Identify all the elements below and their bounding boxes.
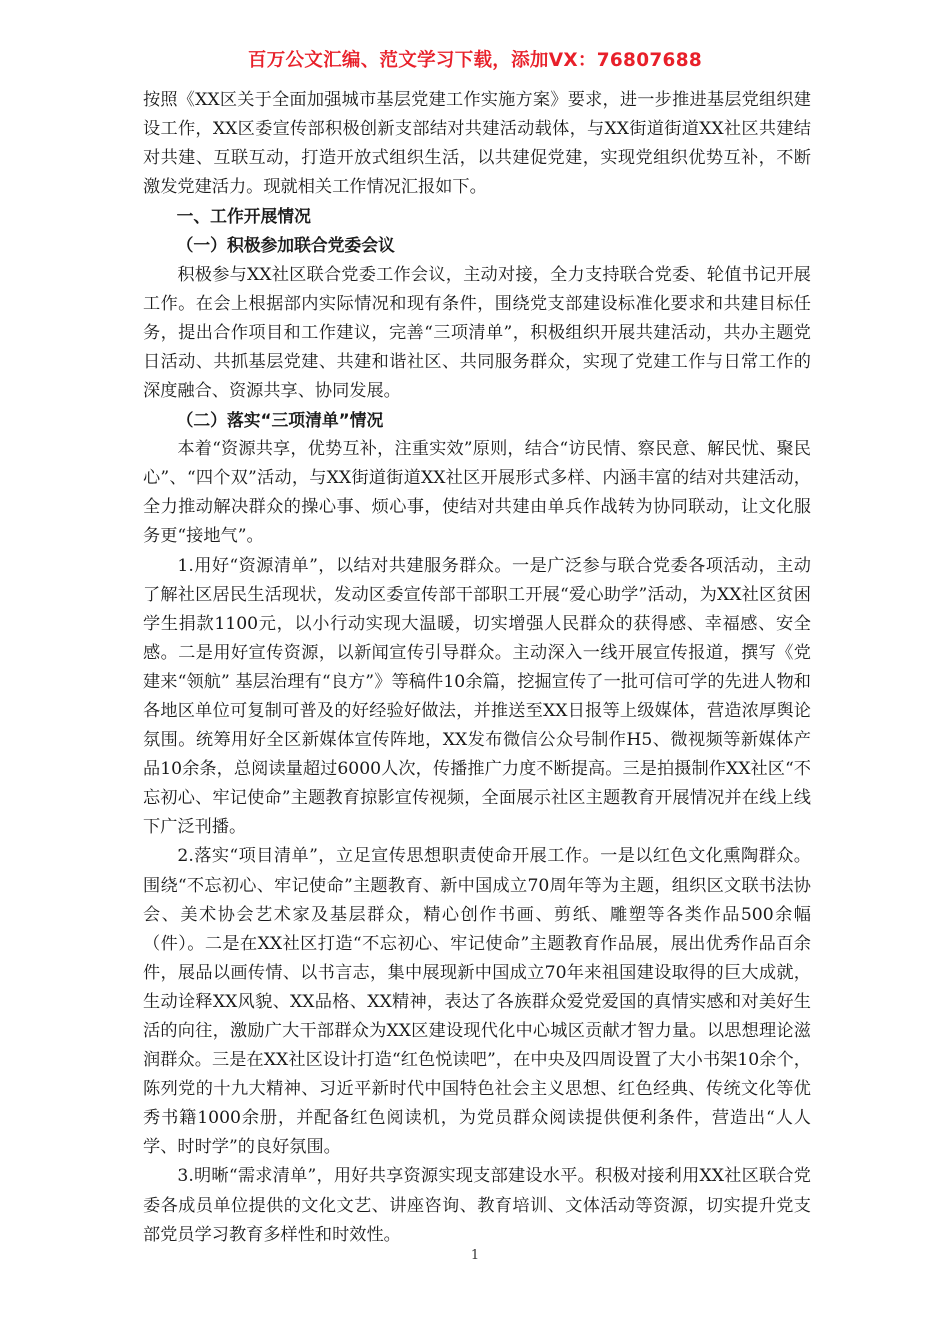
document-body [143,86,811,1250]
subsection-paragraph-2: 本着“资源共享，优势互补，注重实效”原则，结合“访民情、察民意、解民忧、聚民心”、“四个双”活动，与XX街道街道XX社区开展形式多样、内涵丰富的结对共建活动，全力推动解决群众的操心事、烦心事，使结对共建由单兵作战转为协同联动，让文化服务更“接地气”。 [143,439,811,547]
page-number: 1 [470,1248,480,1263]
item-paragraph-3: 3.明晰“需求清单”，用好共享资源实现支部建设水平。积极对接利用XX社区联合党委各成员单位提供的文化文艺、讲座咨询、教育培训、文体活动等资源，切实提升党支部党员学习教育多样性和时效性。 [143,1166,811,1245]
item-paragraph-2: 2.落实“项目清单”，立足宣传思想职责使命开展工作。一是以红色文化熏陶群众。围绕“不忘初心、牢记使命”主题教育、新中国成立70周年等为主题，组织区文联书法协会、美术协会艺术家及基层群众，精心创作书画、剪纸、雕塑等各类作品500余幅（件）。二是在XX社区打造“不忘初心、牢记使命”主题教育作品展，展出优秀作品百余件，展品以画传情、以书言志，集中展现新中国成立70年来祖国建设取得的巨大成就，生动诠释XX风貌、XX品格、XX精神，表达了各族群众爱党爱国的真情实感和对美好生活的向往，激励广大干部群众为XX区建设现代化中心城区贡献才智力量。以思想理论滋润群众。三是在XX社区设计打造“红色悦读吧”，在中央及四周设置了大小书架10余个，陈列党的十九大精神、习近平新时代中国特色社会主义思想、红色经典、传统文化等优秀书籍1000余册，并配备红色阅读机，为党员群众阅读提供便利条件，营造出“人人学、时时学”的良好氛围。 [143,846,811,1158]
section-heading: 一、工作开展情况 [176,206,311,227]
subsection-paragraph-1: 积极参与XX社区联合党委工作会议，主动对接，全力支持联合党委、轮值书记开展工作。在会上根据部内实际情况和现有条件，围绕党支部建设标准化要求和共建目标任务，提出合作项目和工作建议，完善“三项清单”，积极组织开展共建活动，共办主题党日活动、共抓基层党建、共建和谐社区、共同服务群众，实现了党建工作与日常工作的深度融合、资源共享、协同发展。 [143,264,811,401]
subsection-heading-1: （一）积极参加联合党委会议 [176,235,395,256]
intro-paragraph: 按照《XX区关于全面加强城市基层党建工作实施方案》要求，进一步推进基层党组织建设工作，XX区委宣传部积极创新支部结对共建活动载体，与XX街道街道XX社区共建结对共建、互联互动，打造开放式组织生活，以共建促党建，实现党组织优势互补，不断激发党建活力。现就相关工作情况汇报如下。 [143,90,811,198]
item-paragraph-1: 1.用好“资源清单”，以结对共建服务群众。一是广泛参与联合党委各项活动，主动了解社区居民生活现状，发动区委宣传部干部职工开展“爱心助学”活动，为XX社区贫困学生捐款1100元，以小行动实现大温暖，切实增强人民群众的获得感、幸福感、安全感。二是用好宣传资源，以新闻宣传引导群众。主动深入一线开展宣传报道，撰写《党建来“领航” 基层治理有“良方”》等稿件10余篇，挖掘宣传了一批可信可学的先进人物和各地区单位可复制可普及的好经验好做法，并推送至XX日报等上级媒体，营造浓厚舆论氛围。统筹用好全区新媒体宣传阵地，XX发布微信公众号制作H5、微视频等新媒体产品10余条，总阅读量超过6000人次，传播推广力度不断提高。三是拍摄制作XX社区“不忘初心、牢记使命”主题教育掠影宣传视频，全面展示社区主题教育开展情况并在线上线下广泛刊播。 [143,555,811,838]
header-banner: 百万公文汇编、范文学习下载，添加VX：76807688 [247,50,703,71]
subsection-heading-2: （二）落实“三项清单”情况 [176,410,384,431]
